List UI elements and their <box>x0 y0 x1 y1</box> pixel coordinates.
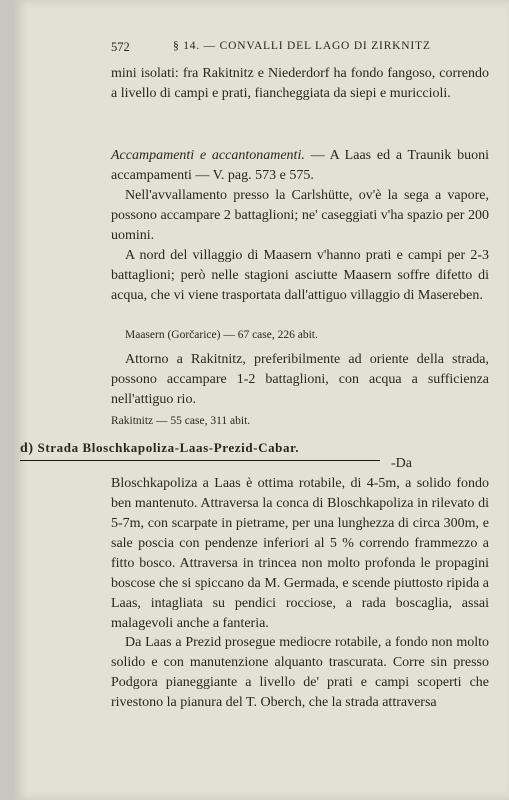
road-section-letter: d) <box>20 441 34 456</box>
text-paragraph-laas-prezid: Da Laas a Prezid prosegue mediocre rotabile, a fondo non molto solido e con manutenzione alquanto trascurata. Corre sin presso Podgora pianeggiante a livello de' prati e campi scoperti che rivestono la pianura del T. Oberch, che la strada attraversa <box>111 635 489 710</box>
note-rakitnitz: Rakitnitz — 55 case, 311 abit. <box>111 415 251 427</box>
running-title: § 14. — CONVALLI DEL LAGO DI ZIRKNITZ <box>173 40 431 52</box>
note-maasern: Maasern (Gorčarice) — 67 case, 226 abit. <box>125 329 318 341</box>
road-section-title: Strada Bloschkapoliza-Laas-Prezid-Cabar. <box>37 440 300 455</box>
text-paragraph-continuation: mini isolati: fra Rakitnitz e Niederdorf ha fondo fangoso, correndo a livello di campi e prati, fiancheggiata da siepi e muriccioli. <box>111 66 489 101</box>
text-paragraph-road-description: -Da Bloschkapoliza a Laas è ottima rotabile, di 4-5m, a solido fondo ben mantenuto. Attraversa la conca di Bloschkapoliza in rilevato di 5-7m, con scarpate in pietrame, per una lunghezza di circa 300m, e sale poscia con pendenze inferiori al 5 % correndo frammezzo a fitto bosco. Attraversa in trincea non molto profonda le propagini boscose che si spiccano da M. Germada, e scende piuttosto ripida a Laas, intagliata su pendici rocciose, a rada boscaglia, assai malagevoli anche a fanteria. <box>111 456 489 631</box>
section-heading-text: — A Laas ed a Traunik buoni accampamenti — V. pag. 573 e 575. <box>111 148 490 183</box>
text-paragraph-camps <box>111 146 489 186</box>
section-heading: Accampamenti e accantonamenti. <box>111 148 305 163</box>
text-paragraph-maasern: A nord del villaggio di Maasern v'hanno prati e campi per 2-3 battaglioni; però nelle stagioni asciutte Maasern soffre difetto di acqua, che vi viene trasportata dall'attiguo villaggio di Masereben. <box>111 248 489 303</box>
page-number: 572 <box>111 40 130 54</box>
text-paragraph-carlshuette: Nell'avvallamento presso la Carlshütte, ov'è la sega a vapore, possono accampare 2 battaglioni; ne' caseggiati v'ha spazio per 200 uomini. <box>111 188 489 243</box>
text-paragraph-rakitnitz: Attorno a Rakitnitz, preferibilmente ad oriente della strada, possono accampare 1-2 battaglioni, con acqua a sufficienza nell'attiguo rio. <box>111 352 489 407</box>
book-page <box>14 0 509 800</box>
